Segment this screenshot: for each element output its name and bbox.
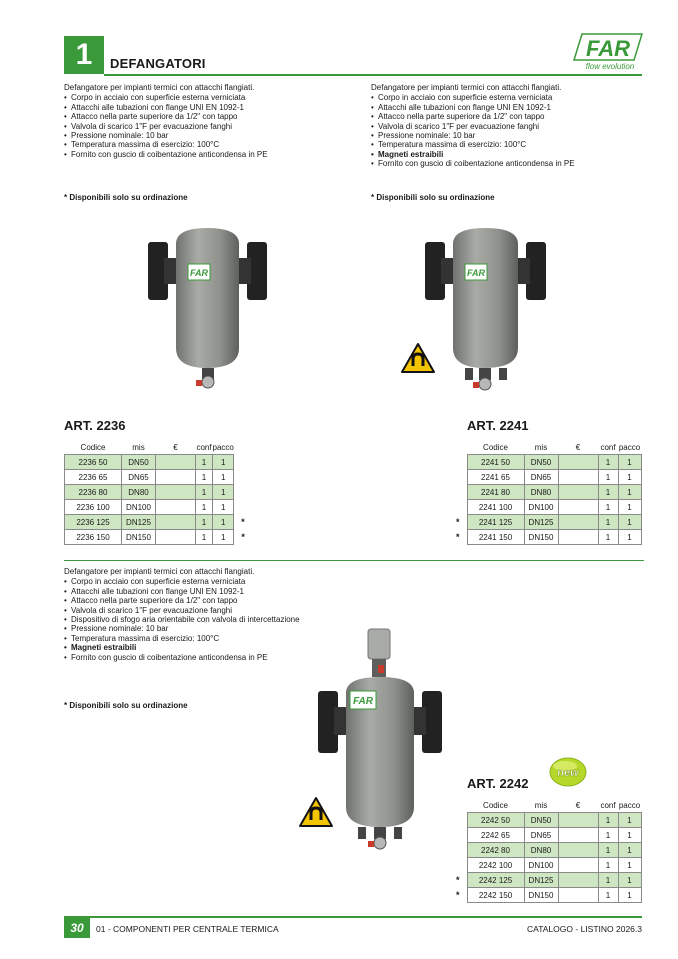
art2242-product-badge: FAR [353,696,373,707]
table-header-row [449,798,641,813]
cell-star [449,858,467,873]
footer-catalog: CATALOGO - LISTINO 2026.3 [527,924,642,934]
cell-conf: 1 [196,470,213,485]
cell-mis: DN50 [122,455,156,470]
cell-conf: 1 [598,828,618,843]
art2242-price-table [449,798,642,903]
cell-star [449,813,467,828]
cell-conf: 1 [196,530,213,545]
art2236-feature: • Pressione nominale: 10 bar [64,131,354,140]
art2241-feature: • Fornito con guscio di coibentazione anticondensa in PE [371,159,651,168]
cell-codice: 2242 50 [467,813,524,828]
art2236-intro: Defangatore per impianti termici con attacchi flangiati. [64,83,255,92]
cell-euro [156,515,196,530]
art2241-feature: • Pressione nominale: 10 bar [371,131,651,140]
far-logo [570,30,644,77]
cell-euro [558,470,598,485]
cell-euro [558,888,598,903]
table-row [449,500,641,515]
art2241-feature: • Corpo in acciaio con superficie esterna verniciata [371,93,651,102]
cell-codice: 2242 150 [467,888,524,903]
art2241-feature: • Valvola di scarico 1"F per evacuazione fanghi [371,122,651,131]
cell-euro [156,530,196,545]
table-row [449,813,641,828]
art2241-feature: • Attacchi alle tubazioni con flange UNI EN 1092-1 [371,103,651,112]
cell-euro [558,858,598,873]
cell-conf: 1 [196,485,213,500]
cell-star [449,485,467,500]
cell-mis: DN80 [122,485,156,500]
cell-mis: DN50 [524,455,558,470]
new-badge-text: new [557,767,579,779]
art2236-feature: • Temperatura massima di esercizio: 100°C [64,140,354,149]
table-row [449,858,641,873]
logo-tagline: flow evolution [585,62,635,71]
cell-codice: 2236 100 [65,500,122,515]
cell-euro [558,515,598,530]
cell-mis: DN100 [122,500,156,515]
art2241-price-table [449,440,642,545]
cell-mis: DN80 [524,485,558,500]
cell-mis: DN100 [524,858,558,873]
cell-conf: 1 [598,500,618,515]
cell-star [449,500,467,515]
cell-pacco: 1 [618,455,641,470]
col-header-pacco: pacco [212,442,234,452]
cell-pacco: 1 [618,470,641,485]
art2241-title: ART. 2241 [467,418,529,433]
cell-codice: 2236 50 [65,455,122,470]
cell-conf: 1 [598,530,618,545]
cell-euro [558,828,598,843]
cell-codice: 2241 100 [467,500,524,515]
magnet-warning-icon [298,796,334,833]
cell-mis: DN150 [524,888,558,903]
art2241-description [371,83,651,169]
table-header-row [65,440,252,455]
cell-conf: 1 [598,843,618,858]
cell-mis: DN125 [524,873,558,888]
art2236-feature: • Attacco nella parte superiore da 1/2" con tappo [64,112,354,121]
art2242-feature: • Attacco nella parte superiore da 1/2" con tappo [64,596,364,605]
art2242-feature: • Fornito con guscio di coibentazione anticondensa in PE [64,653,364,662]
section-divider [64,560,644,561]
table-row [449,530,641,545]
cell-codice: 2236 150 [65,530,122,545]
cell-euro [558,500,598,515]
cell-star [449,843,467,858]
cell-conf: 1 [598,515,618,530]
cell-euro [156,485,196,500]
cell-codice: 2236 125 [65,515,122,530]
cell-pacco: 1 [618,813,641,828]
table-row [65,500,252,515]
table-row [449,873,641,888]
cell-mis: DN50 [524,813,558,828]
art2236-price-table [64,440,252,545]
art2236-note: * Disponibili solo su ordinazione [64,193,188,202]
cell-pacco: 1 [618,500,641,515]
col-header-codice: Codice [483,800,508,810]
table-row [449,843,641,858]
cell-conf: 1 [598,858,618,873]
art2241-feature: • Attacco nella parte superiore da 1/2" con tappo [371,112,651,121]
cell-codice: 2241 150 [467,530,524,545]
table-row [65,530,252,545]
cell-euro [156,455,196,470]
cell-pacco: 1 [618,485,641,500]
cell-conf: 1 [598,888,618,903]
table-row [449,455,641,470]
col-header-codice: Codice [80,442,106,452]
footer-line [64,916,642,918]
cell-star [234,500,252,515]
cell-star [449,828,467,843]
art2236-feature: • Valvola di scarico 1"F per evacuazione fanghi [64,122,354,131]
cell-star [449,455,467,470]
cell-conf: 1 [598,485,618,500]
cell-conf: 1 [598,470,618,485]
art2236-feature: • Attacchi alle tubazioni con flange UNI EN 1092-1 [64,103,354,112]
cell-euro [558,530,598,545]
cell-star [234,470,252,485]
art2236-feature: • Corpo in acciaio con superficie esterna verniciata [64,93,354,102]
art2241-intro: Defangatore per impianti termici con attacchi flangiati. [371,83,562,92]
cell-pacco: 1 [213,485,234,500]
table-row [449,515,641,530]
cell-mis: DN65 [524,828,558,843]
cell-pacco: 1 [213,515,234,530]
art2242-feature: • Attacchi alle tubazioni con flange UNI EN 1092-1 [64,587,364,596]
art2241-feature: • Temperatura massima di esercizio: 100°C [371,140,651,149]
art2242-feature: • Magneti estraibili [64,643,364,652]
chapter-title: DEFANGATORI [110,56,206,71]
cell-codice: 2236 65 [65,470,122,485]
cell-codice: 2242 80 [467,843,524,858]
cell-pacco: 1 [618,858,641,873]
page-number: 30 [64,918,90,938]
magnet-warning-icon [400,342,436,379]
cell-pacco: 1 [213,500,234,515]
cell-mis: DN80 [524,843,558,858]
col-header-conf: conf [600,800,616,810]
cell-codice: 2241 65 [467,470,524,485]
table-row [65,515,252,530]
col-header-euro: € [173,442,178,452]
cell-codice: 2236 80 [65,485,122,500]
cell-pacco: 1 [618,828,641,843]
table-row [449,828,641,843]
cell-codice: 2242 65 [467,828,524,843]
chapter-underline [104,74,642,76]
art2242-feature: • Dispositivo di sfogo aria orientabile con valvola di intercettazione [64,615,364,624]
col-header-euro: € [575,800,581,810]
cell-mis: DN125 [122,515,156,530]
col-header-conf: conf [196,442,212,452]
art2241-feature-list [371,93,651,168]
cell-mis: DN65 [524,470,558,485]
cell-mis: DN100 [524,500,558,515]
art2242-feature: • Pressione nominale: 10 bar [64,624,364,633]
cell-star [234,485,252,500]
art2241-product-image [415,222,555,399]
art2236-description [64,83,354,159]
cell-euro [558,455,598,470]
cell-conf: 1 [196,500,213,515]
cell-codice: 2242 100 [467,858,524,873]
cell-star: * [449,515,467,530]
cell-pacco: 1 [618,873,641,888]
cell-conf: 1 [196,455,213,470]
cell-star: * [449,888,467,903]
art2236-title: ART. 2236 [64,418,126,433]
cell-mis: DN150 [122,530,156,545]
table-row [449,470,641,485]
art2242-feature: • Temperatura massima di esercizio: 100°C [64,634,364,643]
cell-codice: 2241 80 [467,485,524,500]
art2236-product-image [140,222,275,399]
cell-mis: DN150 [524,530,558,545]
cell-star: * [241,517,245,527]
art2242-note: * Disponibili solo su ordinazione [64,701,188,710]
col-header-pacco: pacco [618,442,641,452]
cell-euro [558,485,598,500]
new-badge [548,756,588,793]
table-header-row [449,440,641,455]
col-header-codice: Codice [483,442,508,452]
cell-conf: 1 [598,873,618,888]
art2242-feature: • Corpo in acciaio con superficie esterna verniciata [64,577,364,586]
cell-euro [558,843,598,858]
cell-pacco: 1 [618,515,641,530]
art2242-title: ART. 2242 [467,776,529,791]
cell-star [234,455,252,470]
cell-pacco: 1 [618,888,641,903]
art2242-feature: • Valvola di scarico 1"F per evacuazione fanghi [64,606,364,615]
art2236-feature: • Fornito con guscio di coibentazione anticondensa in PE [64,150,354,159]
table-row [65,485,252,500]
art2236-product-badge: FAR [190,268,208,278]
art2241-product-badge: FAR [467,268,485,278]
art2241-feature: • Magneti estraibili [371,150,651,159]
cell-star: * [449,873,467,888]
cell-pacco: 1 [213,530,234,545]
col-header-mis: mis [534,800,548,810]
footer-section: 01 - COMPONENTI PER CENTRALE TERMICA [96,924,279,934]
col-header-pacco: pacco [618,800,641,810]
art2241-note: * Disponibili solo su ordinazione [371,193,495,202]
table-row [449,485,641,500]
cell-pacco: 1 [618,530,641,545]
col-header-mis: mis [534,442,548,452]
cell-conf: 1 [196,515,213,530]
cell-codice: 2241 125 [467,515,524,530]
art2242-intro: Defangatore per impianti termici con attacchi flangiati. [64,567,255,576]
table-row [65,470,252,485]
cell-star [449,470,467,485]
table-row [65,455,252,470]
cell-conf: 1 [598,813,618,828]
cell-euro [558,873,598,888]
cell-star: * [241,532,245,542]
cell-pacco: 1 [618,843,641,858]
cell-star: * [449,530,467,545]
cell-euro [156,500,196,515]
cell-codice: 2241 50 [467,455,524,470]
cell-pacco: 1 [213,470,234,485]
art2236-feature-list [64,93,354,159]
col-header-conf: conf [600,442,616,452]
col-header-euro: € [575,442,581,452]
logo-text: FAR [586,36,630,61]
chapter-number-box: 1 [64,36,104,74]
cell-euro [156,470,196,485]
cell-mis: DN125 [524,515,558,530]
cell-codice: 2242 125 [467,873,524,888]
cell-conf: 1 [598,455,618,470]
table-row [449,888,641,903]
cell-euro [558,813,598,828]
cell-pacco: 1 [213,455,234,470]
cell-mis: DN65 [122,470,156,485]
col-header-mis: mis [132,442,145,452]
